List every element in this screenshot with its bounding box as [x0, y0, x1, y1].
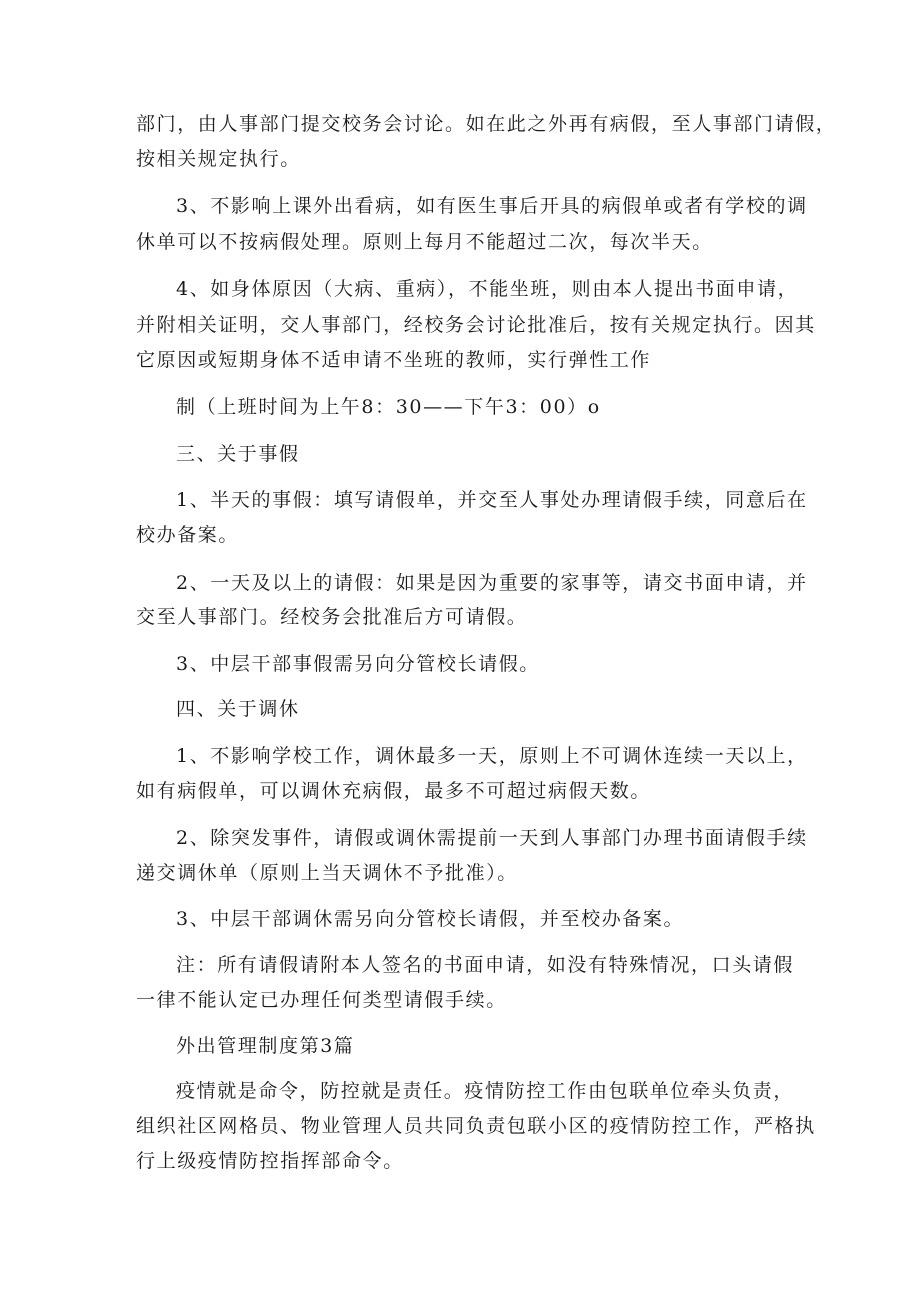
section-heading: 外出管理制度第3篇 — [176, 1035, 355, 1057]
text-line: 一律不能认定已办理任何类型请假手续。 — [136, 989, 507, 1011]
text-line: 1、不影响学校工作，调休最多一天，原则上不可调休连续一天以上， — [176, 745, 808, 767]
text-line: 递交调休单（原则上当天调休不予批准）。 — [136, 862, 518, 884]
text-line: 按相关规定执行。 — [136, 148, 301, 170]
section-heading: 四、关于调休 — [176, 698, 300, 720]
text-line: 如有病假单，可以调休充病假，最多不可超过病假天数。 — [136, 780, 652, 802]
text-line: 2、除突发事件，请假或调休需提前一天到人事部门办理书面请假手续 — [176, 827, 808, 849]
text-line: 疫情就是命令，防控就是责任。疫情防控工作由包联单位牵头负责， — [176, 1080, 795, 1102]
text-line: 行上级疫情防控指挥部命令。 — [136, 1150, 404, 1172]
text-line: 1、半天的事假：填写请假单，并交至人事处办理请假手续，同意后在 — [176, 489, 808, 511]
text-line: 部门，由人事部门提交校务会讨论。如在此之外再有病假，至人事部门请假， — [136, 113, 837, 135]
text-line: 休单可以不按病假处理。原则上每月不能超过二次，每次半天。 — [136, 231, 713, 253]
text-line: 3、中层干部事假需另向分管校长请假。 — [176, 653, 540, 675]
text-line: 2、一天及以上的请假：如果是因为重要的家事等，请交书面申请，并 — [176, 572, 808, 594]
text-line: 3、不影响上课外出看病，如有医生事后开具的病假单或者有学校的调 — [176, 195, 808, 217]
text-line: 组织社区网格员、物业管理人员共同负责包联小区的疫情防控工作，严格执 — [136, 1115, 816, 1137]
text-line: 3、中层干部调休需另向分管校长请假，并至校办备案。 — [176, 908, 685, 930]
text-line: 4、如身体原因（大病、重病），不能坐班，则由本人提出书面申请， — [176, 278, 799, 300]
text-line: 它原因或短期身体不适申请不坐班的教师，实行弹性工作 — [136, 349, 652, 371]
text-line: 制（上班时间为上午8：30——下午3：00）o — [176, 396, 601, 418]
text-line: 注：所有请假请附本人签名的书面申请，如没有特殊情况，口头请假 — [176, 954, 795, 976]
text-line: 校办备案。 — [136, 524, 240, 546]
section-heading: 三、关于事假 — [176, 443, 300, 465]
text-line: 并附相关证明，交人事部门，经校务会讨论批准后，按有关规定执行。因其 — [136, 314, 816, 336]
text-line: 交至人事部门。经校务会批准后方可请假。 — [136, 606, 528, 628]
